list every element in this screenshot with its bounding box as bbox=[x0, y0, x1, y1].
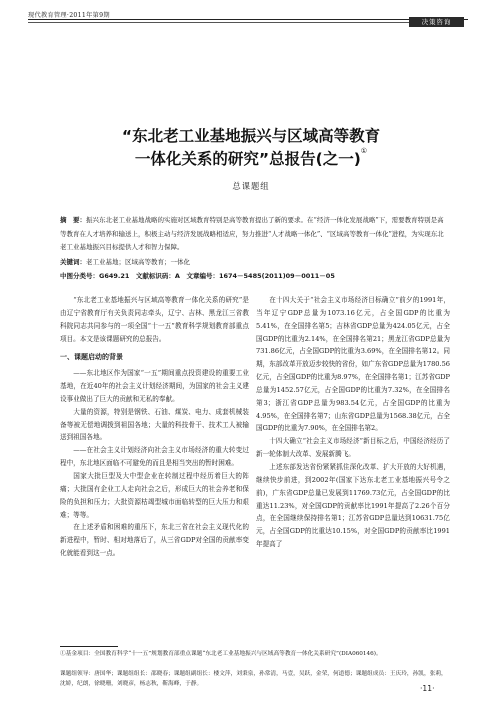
keywords-label: 关键词： bbox=[60, 258, 86, 266]
footnote-rule bbox=[60, 646, 118, 647]
classification-text: 中图分类号：G649.21 文献标识码：A 文章编号：1674－5485(2011)09－0011－05 bbox=[60, 272, 335, 280]
paragraph: 上述东部发达省份紧紧抓住深化改革、扩大开放的大好机遇，继续快步前进，到2002年(国家下达东北老工业基地振兴号令之前)，广东省GDP总量已发展到11769.73亿元，占全国GDP的比重达11.23%，对全国GDP的贡献率比1991年提高了2.26个百分点，在全国继续保持排名第1；江苏省GDP总量达到10631.75亿元，占全国GDP的比重达10.15%，对全国GDP的贡献率比1991年提高了 bbox=[256, 462, 450, 549]
paragraph: 大量的资源，特别是钢铁、石油、煤炭、电力、成套机械装备等被无偿地调拨到祖国各地；大量的科技骨干、技术工人被输送到祖国各地。 bbox=[60, 407, 249, 442]
classification-meta bbox=[60, 270, 448, 284]
header-rule bbox=[28, 19, 468, 20]
abstract-label: 摘 要： bbox=[60, 216, 86, 224]
section-tag: 决策咨询 bbox=[409, 17, 464, 27]
paragraph: “东北老工业基地振兴与区域高等教育一体化关系的研究”是由辽宁省教育厅有关负责同志牵头，辽宁、吉林、黑龙江三省教科院同志共同参与的一项全国“十一五”教育科学规划教育部重点项目。本文是该课题研究的总报告。 bbox=[60, 296, 249, 343]
footnote-fund: ①基金项目：全国教育科学“十一五”规划教育部重点课题“东北老工业基地振兴与区域高等教育一体化关系研究”(DIA060146)。 bbox=[60, 651, 382, 657]
paragraph: 在上述矛盾和困难的重压下，东北三省在社会主义现代化的新进程中，暂时、相对地落后了，从三省GDP对全国的贡献率变化就能看到这一点。 bbox=[60, 523, 249, 558]
title-line-1: “东北老工业基地振兴与区域高等教育 bbox=[121, 127, 381, 145]
section-heading: 一、课题启动的背景 bbox=[60, 353, 123, 362]
paragraph: ——在社会主义计划经济向社会主义市场经济的重大转变过程中，东北地区面临不可避免的而且是相当突出的暂时困难。 bbox=[60, 446, 249, 468]
right-column bbox=[256, 294, 450, 551]
keywords-text: 老工业基地；区域高等教育；一体化 bbox=[86, 258, 190, 266]
title-line-2 bbox=[60, 147, 442, 169]
journal-header: 现代教育管理·2011年第9期 bbox=[28, 12, 110, 19]
paragraph: 在十四大关于“社会主义市场经济目标确立”前夕的1991年，当年辽宁GDP总量为1073.16亿元，占全国GDP的比重为5.41%，在全国排名第5；吉林省GDP总量为424.05亿元，占全国GDP的比重为2.14%，在全国排名第21；黑龙江省GDP总量为731.86亿元，占全国GDP的比重为3.69%，在全国排名第12。同期，东部改革开放迈步较快的省份，如广东省GDP总量为1780.56亿元，占全国GDP的比重为8.97%，在全国排名第1；江苏省GDP总量为1452.57亿元，占全国GDP的比重为7.32%，在全国排名第3；浙江省GDP总量为983.54亿元，占全国GDP的比重为4.95%，在全国排名第7；山东省GDP总量为1568.38亿元，占全国GDP的比重为7.90%，在全国排名第2。 bbox=[256, 296, 450, 433]
left-column bbox=[60, 294, 249, 560]
title-line-2-text: 一体化关系的研究”总报告(之一) bbox=[134, 150, 361, 168]
paragraph: ——东北地区作为国家“一五”期间重点投资建设的重要工业基地，在近40年的社会主义计划经济期间，为国家的社会主义建设事业做出了巨大的贡献和无私的奉献。 bbox=[60, 369, 249, 403]
footnote-members: 课题组领导：唐国华；课题组组长：邵晓春；课题组副组长：楼文萍，刘秉泉，孙常清，马壹，吴跃，金荣，何道德；课题组成员：王庆玲，孙凯，张莉，沈娇，纪朗，徐晓珊，刘晓彦，杨志秋，靳海峰，于静。 bbox=[60, 671, 447, 687]
keywords bbox=[60, 256, 448, 270]
abstract-text: 振兴东北老工业基地战略的实施对区域教育特别是高等教育提出了新的要求。在“经济一体化发展战略”下，需要教育特别是高等教育在人才培养和输送上，积极主动与经济发展战略相适应，努力推进“人才战略一体化”、“区域高等教育一体化”进程，为实现东北老工业基地振兴目标提供人才和智力保障。 bbox=[60, 216, 444, 251]
abstract bbox=[60, 214, 448, 255]
header-rule-thin bbox=[28, 22, 409, 23]
page-number: ·11· bbox=[420, 684, 435, 693]
title-footnote-mark: ① bbox=[360, 147, 368, 155]
paragraph: 十四大确立“社会主义市场经济”新目标之后，中国经济经历了新一轮体制大改革、发展新腾飞。 bbox=[256, 437, 450, 459]
paragraph: 国家大批巨型及大中型企业在转制过程中经历着巨大的阵痛；大批国有企业工人走向社会之后，形成巨大的社会养老和保险的负担和压力；大批资源枯竭型城市面临转型的巨大压力和艰难；等等。 bbox=[60, 471, 249, 519]
author: 总课题组 bbox=[232, 181, 270, 191]
